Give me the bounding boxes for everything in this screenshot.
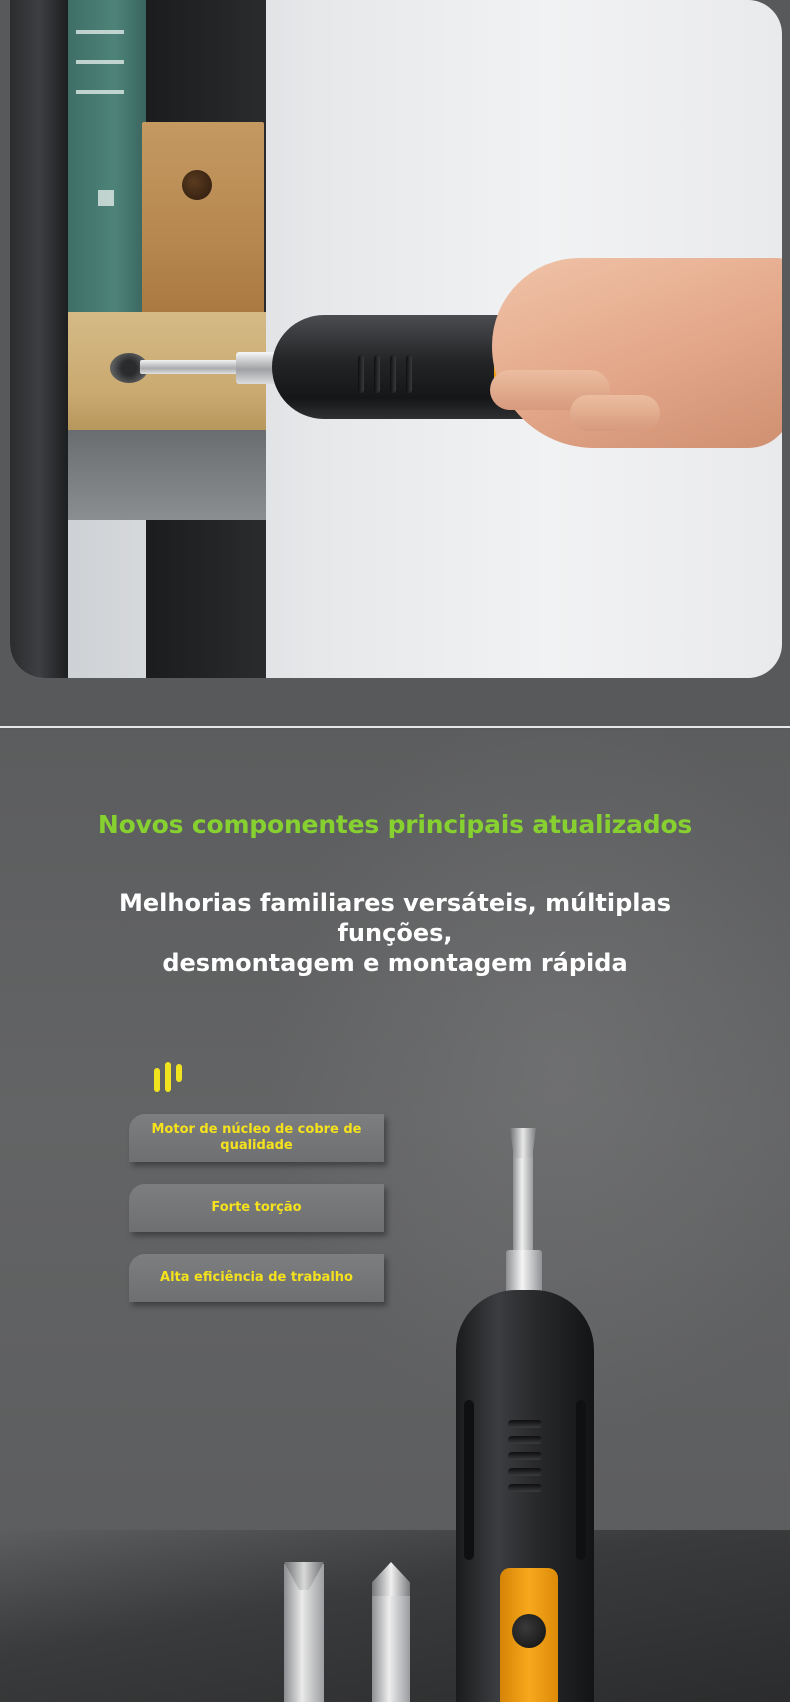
feature-item-efficiency <box>129 1254 384 1302</box>
wood-knob <box>182 170 212 200</box>
phillips-bit <box>372 1590 410 1702</box>
feature-label: Forte torção <box>211 1200 302 1215</box>
features-section <box>0 730 790 1702</box>
feature-item-motor <box>129 1114 384 1162</box>
features-headline: Novos componentes principais atualizados <box>97 810 693 839</box>
feature-label: Alta eficiência de trabalho <box>160 1270 353 1285</box>
features-subheadline <box>60 888 730 978</box>
finger <box>570 395 660 431</box>
shelf-front <box>68 430 266 520</box>
hero-photo <box>10 0 782 678</box>
slotted-bit-tip <box>510 1128 536 1158</box>
subheadline-line-1: Melhorias familiares versáteis, múltiplas funções, <box>118 889 671 947</box>
shelf-post <box>10 0 68 678</box>
wood-block <box>142 122 264 322</box>
section-divider <box>0 726 790 728</box>
driver-chuck <box>236 352 276 384</box>
signal-bars-icon <box>152 1062 188 1092</box>
orange-panel <box>500 1568 558 1702</box>
hero-section <box>0 0 790 728</box>
feature-item-torque <box>129 1184 384 1232</box>
subheadline-line-2: desmontagem e montagem rápida <box>162 949 628 977</box>
standing-screwdriver <box>456 1290 594 1702</box>
book-spine <box>68 0 146 330</box>
power-button-icon <box>512 1614 546 1648</box>
feature-label: Motor de núcleo de cobre de qualidade <box>151 1122 362 1153</box>
